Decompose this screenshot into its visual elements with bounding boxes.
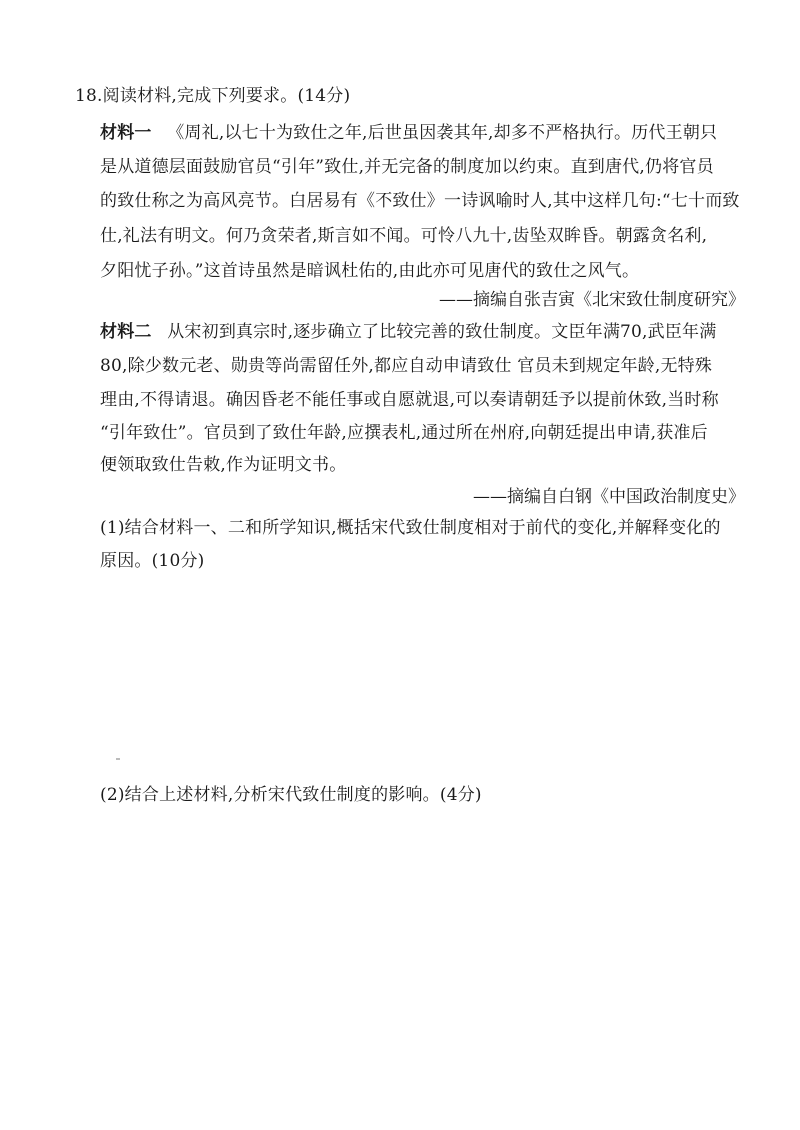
subquestion1-line-2: 原因。(10分) xyxy=(100,551,205,571)
material2-line-2: 80,除少数元老、勋贵等尚需留任外,都应自动申请致仕 官员未到规定年龄,无特殊 xyxy=(100,356,713,376)
material2-label: 材料二 xyxy=(100,322,152,342)
question-header: 18.阅读材料,完成下列要求。(14分) xyxy=(75,86,351,106)
material1-label: 材料一 xyxy=(100,123,152,143)
material2-line-4: “引年致仕”。官员到了致仕年龄,应撰表札,通过所在州府,向朝廷提出申请,获准后 xyxy=(100,423,708,443)
material1-source: ——摘编自张吉寅《北宋致仕制度研究》 xyxy=(439,290,745,310)
material2-line-3: 理由,不得请退。确因昏老不能任事或自愿就退,可以奏请朝廷予以提前休致,当时称 xyxy=(100,390,719,410)
material1-line-4: 仕,礼法有明文。何乃贪荣者,斯言如不闻。可怜八九十,齿坠双眸昏。朝露贪名利, xyxy=(100,226,708,246)
scan-speck xyxy=(116,758,120,760)
material2-source: ——摘编自白钢《中国政治制度史》 xyxy=(473,487,745,507)
material2-line-5: 便领取致仕告敕,作为证明文书。 xyxy=(100,455,347,475)
material1-text: 《周礼,以七十为致仕之年,后世虽因袭其年,却多不严格执行。历代王朝只 xyxy=(167,123,718,143)
material2-line-1 xyxy=(100,322,716,342)
material1-line-3: 的致仕称之为高风亮节。白居易有《不致仕》一诗讽喻时人,其中这样几句:“七十而致 xyxy=(100,191,740,211)
subquestion1-line-1: (1)结合材料一、二和所学知识,概括宋代致仕制度相对于前代的变化,并解释变化的 xyxy=(100,518,721,538)
material1-line-1 xyxy=(100,123,717,143)
material1-line-5: 夕阳忧子孙。”这首诗虽然是暗讽杜佑的,由此亦可见唐代的致仕之风气。 xyxy=(100,261,640,281)
subquestion2: (2)结合上述材料,分析宋代致仕制度的影响。(4分) xyxy=(100,785,482,805)
material2-text: 从宋初到真宗时,逐步确立了比较完善的致仕制度。文臣年满70,武臣年满 xyxy=(167,322,717,342)
material1-line-2: 是从道德层面鼓励官员“引年”致仕,并无完备的制度加以约束。直到唐代,仍将官员 xyxy=(100,157,714,177)
